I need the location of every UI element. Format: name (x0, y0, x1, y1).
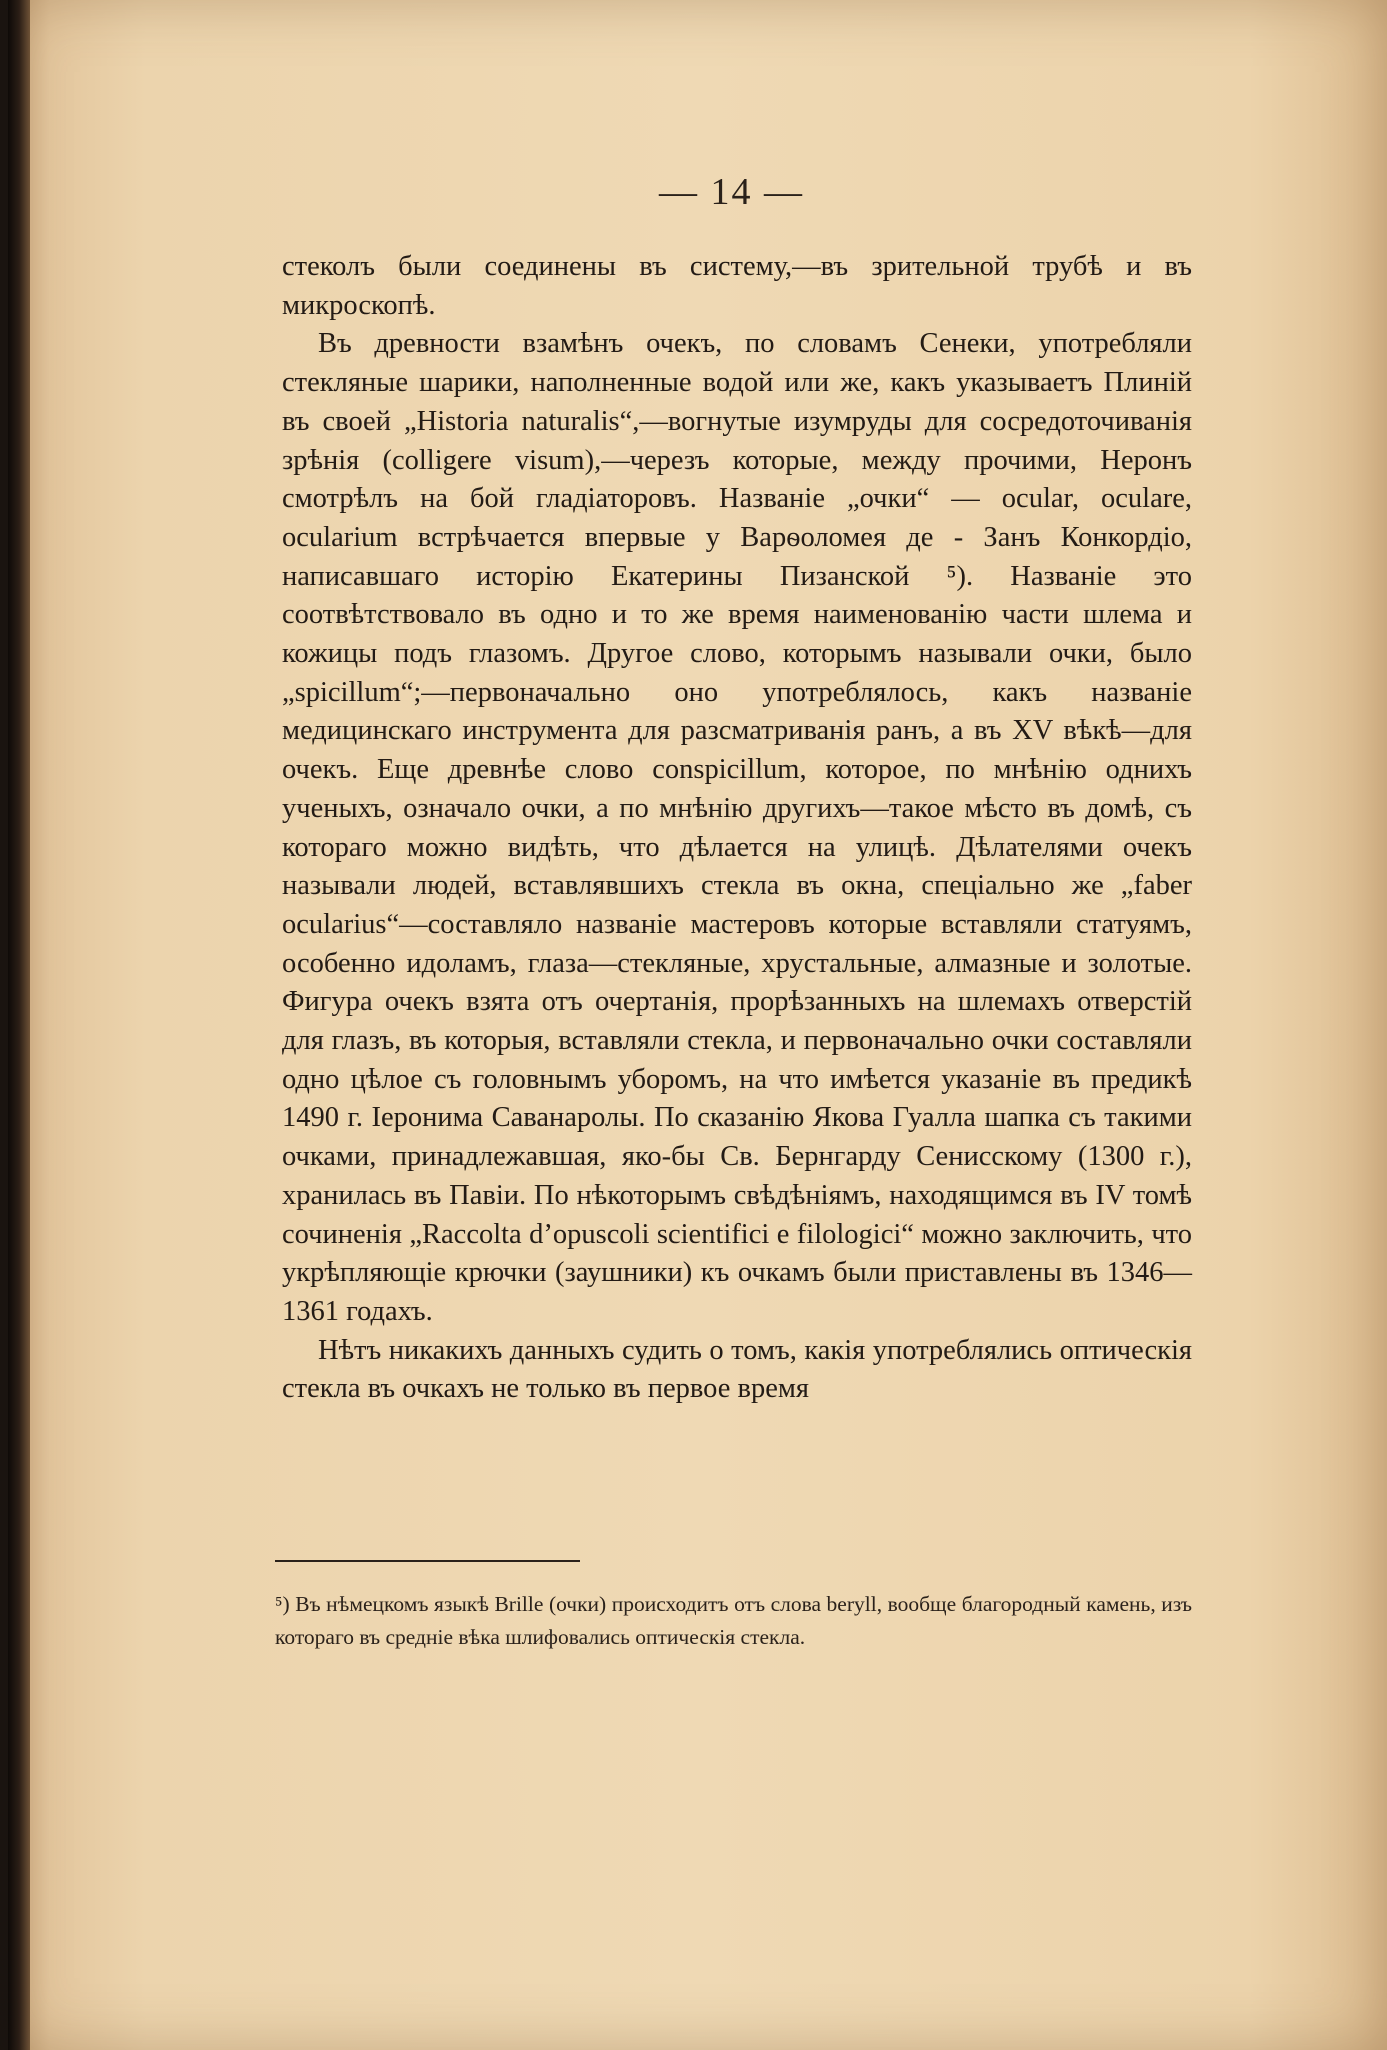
footnote (275, 1588, 1192, 1654)
paragraph-lenses: Нѣтъ никакихъ данныхъ судить о томъ, какія употреблялись оптическія стекла въ очкахъ не только въ первое время (282, 1334, 1192, 1405)
footnote-text: ⁵) Въ нѣмецкомъ языкѣ Brille (очки) происходитъ отъ слова beryll, вообще благородный камень, изъ котораго въ средніе вѣка шлифовались оптическія стекла. (275, 1592, 1192, 1649)
main-text (282, 248, 1192, 1409)
paragraph-continuation: стеколъ были соединены въ систему,—въ зрительной трубѣ и въ микроскопѣ. (282, 251, 1192, 321)
paragraph-history: Въ древности взамѣнъ очекъ, по словамъ Сенеки, употребляли стекляные шарики, наполненные водой или же, какъ указываетъ Плиній въ своей „Historia naturalis“,—вогнутые изумруды для сосредоточиванія зрѣнія (colligere visum),—черезъ которые, между прочими, Неронъ смотрѣлъ на бой гладіаторовъ. Названіе „очки“ — ocular, oculare, ocularium встрѣчается впервые у Варѳоломея де - Занъ Конкордіо, написавшаго исторію Екатерины Пизанской ⁵). Названіе это соотвѣтствовало въ одно и то же время наименованію части шлема и кожицы подъ глазомъ. Другое слово, которымъ называли очки, было „spicillum“;—первоначально оно употреблялось, какъ названіе медицинскаго инструмента для разсматриванія ранъ, а въ XV вѣкѣ—для очекъ. Еще древнѣе слово conspicillum, которое, по мнѣнію однихъ ученыхъ, означало очки, а по мнѣнію другихъ—такое мѣсто въ домѣ, съ котораго можно видѣть, что дѣлается на улицѣ. Дѣлателями очекъ называли людей, вставлявшихъ стекла въ окна, спеціально же „faber ocularius“—составляло названіе мастеровъ которые вставляли статуямъ, особенно идоламъ, глаза—стекляные, хрустальные, алмазные и золотые. Фигура очекъ взята отъ очертанія, прорѣзанныхъ на шлемахъ отверстій для глазъ, въ которыя, вставляли стекла, и первоначально очки составляли одно цѣлое съ головнымъ уборомъ, на что имѣется указаніе въ предикѣ 1490 г. Іеронима Саванаролы. По сказанію Якова Гуалла шапка съ такими очками, принадлежавшая, яко-бы Св. Бернгарду Сенисскому (1300 г.), хранилась въ Павіи. По нѣкоторымъ свѣдѣніямъ, находящимся въ IV томѣ сочиненія „Raccolta d’opuscoli scientifici e filologici“ можно заключить, что укрѣпляющіе крючки (заушники) къ очкамъ были приставлены въ 1346—1361 годахъ. (282, 328, 1192, 1327)
book-spine-shadow (8, 0, 30, 2050)
footnote-divider (275, 1560, 580, 1562)
page-number: — 14 — (659, 171, 804, 213)
